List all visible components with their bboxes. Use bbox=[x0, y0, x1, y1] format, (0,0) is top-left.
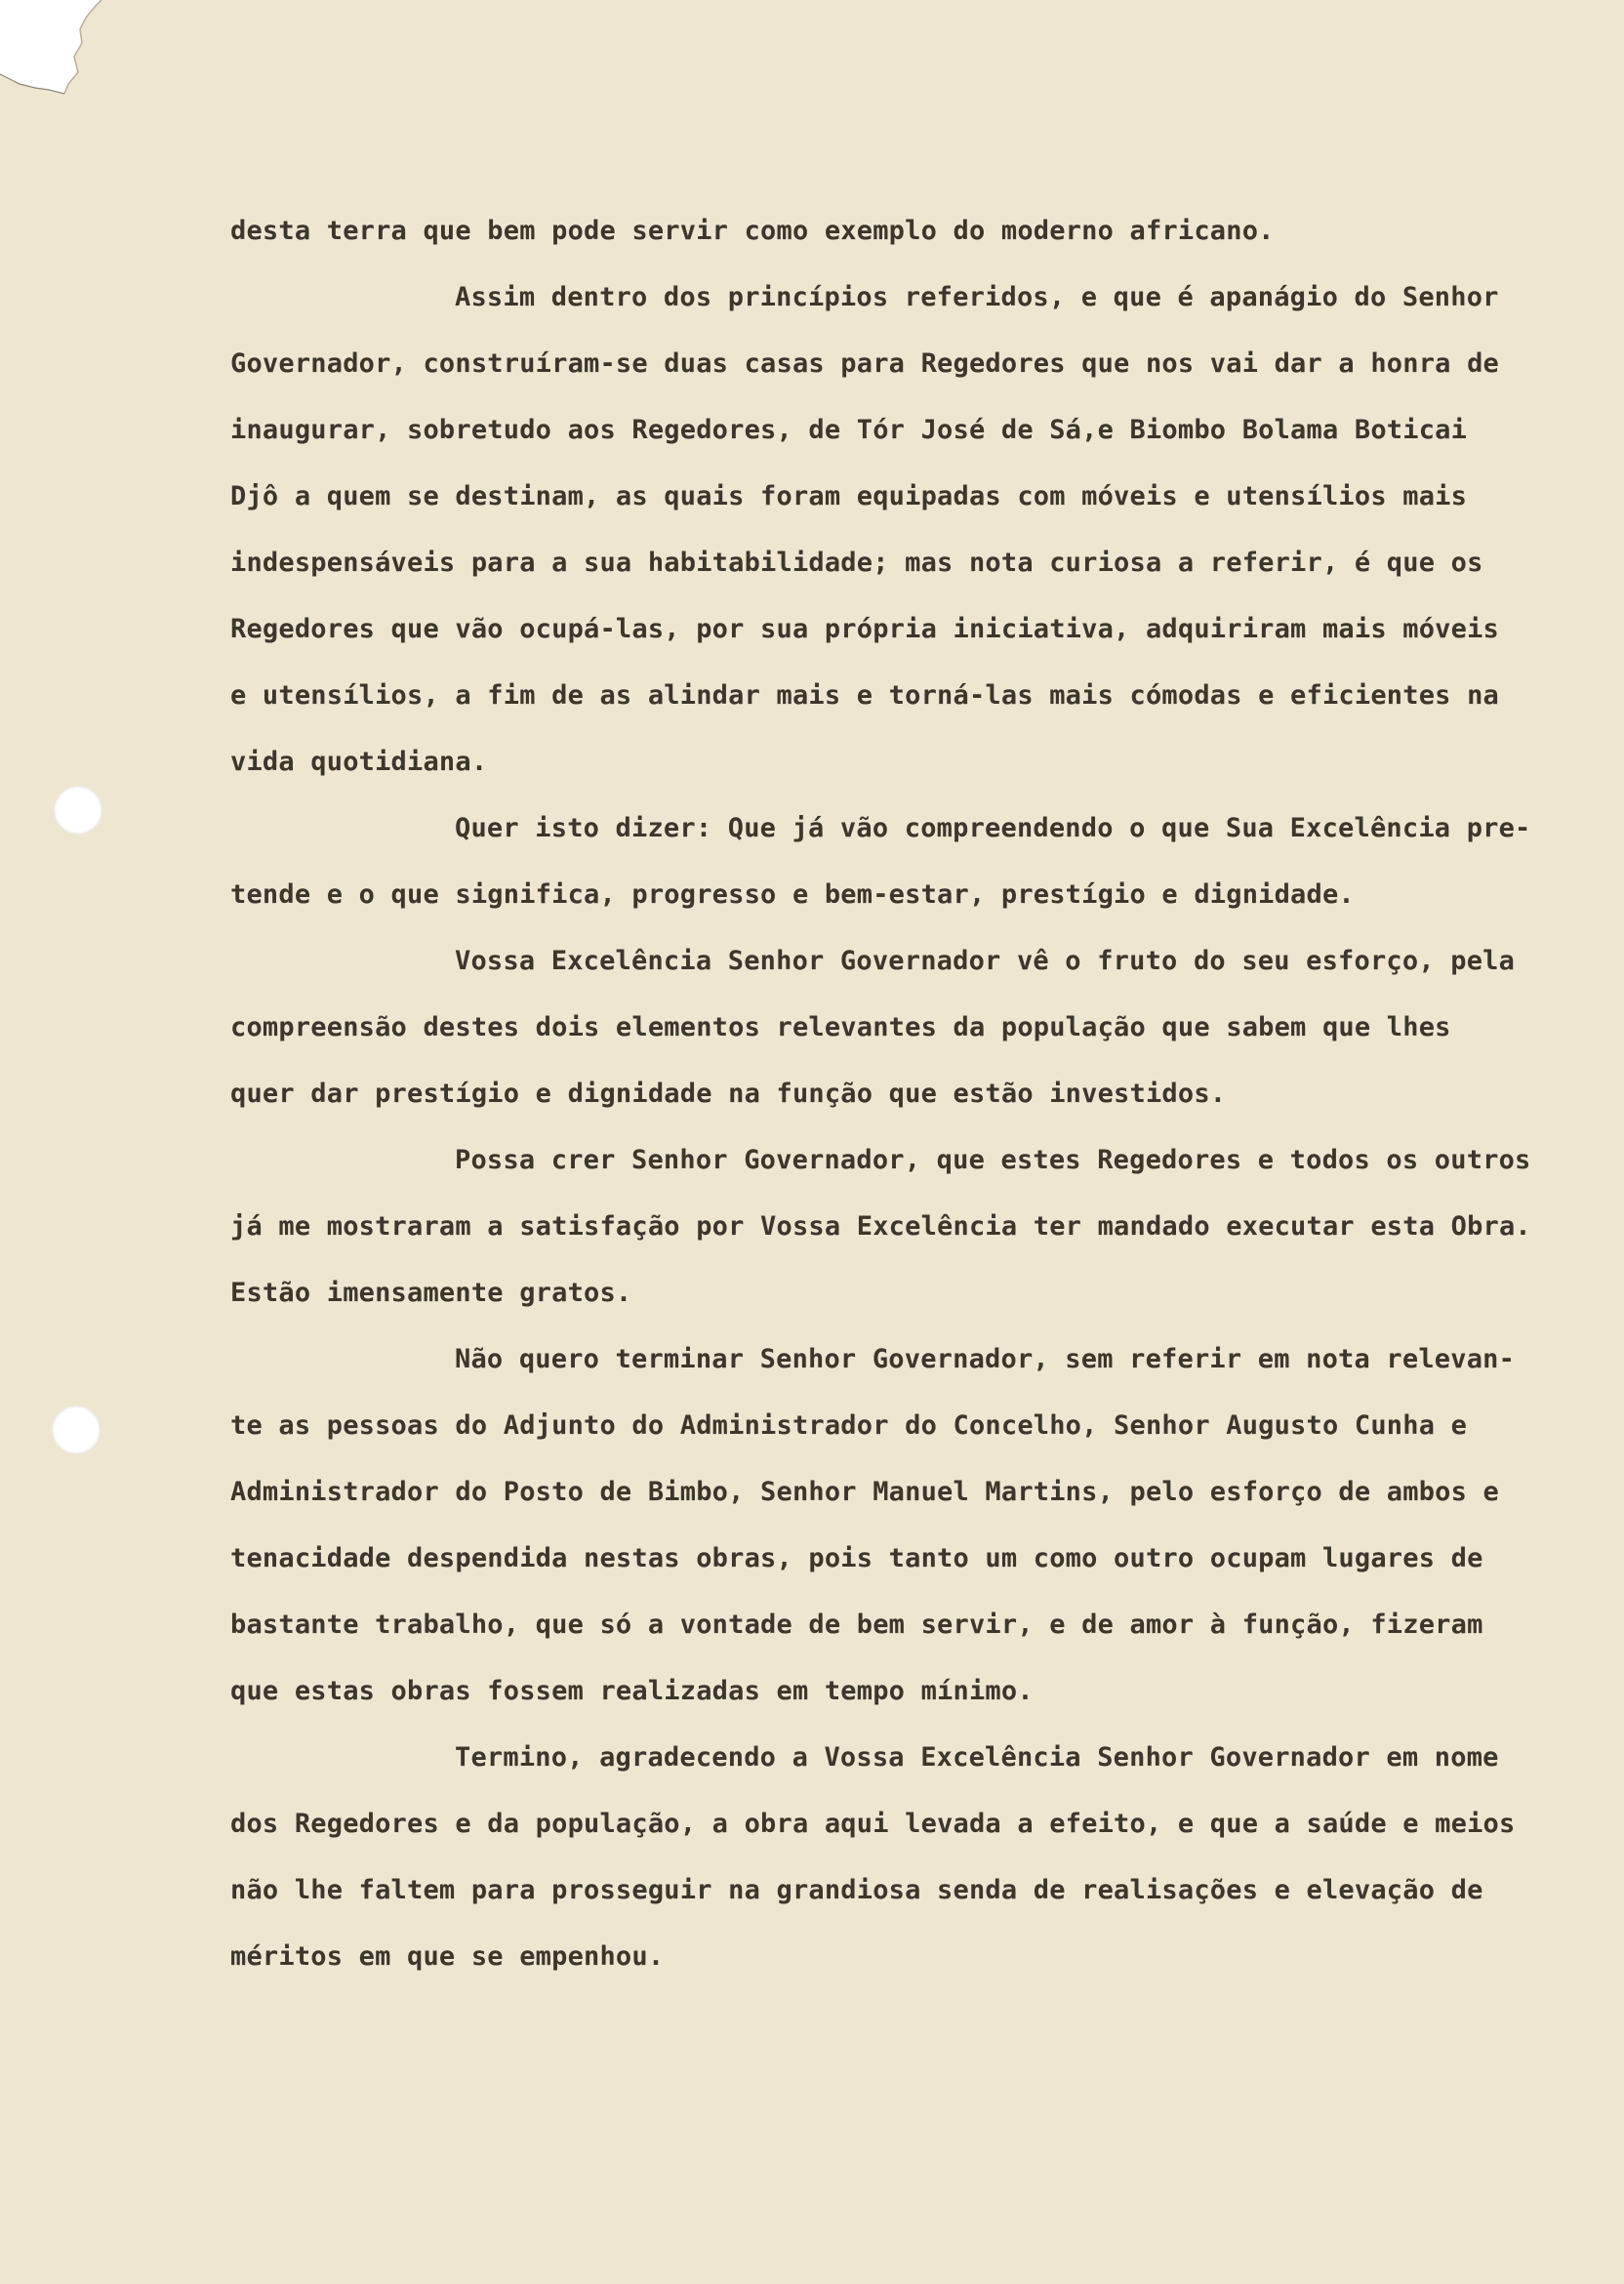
punch-hole-top bbox=[54, 786, 102, 835]
text-line: Governador, construíram-se duas casas para Regedores que nos vai dar a honra de bbox=[230, 348, 1499, 379]
text-line: Djô a quem se destinam, as quais foram equipadas com móveis e utensílios mais bbox=[230, 481, 1468, 511]
text-line: bastante trabalho, que só a vontade de bem servir, e de amor à função, fizeram bbox=[230, 1610, 1483, 1640]
text-line: méritos em que se empenhou. bbox=[230, 1941, 665, 1972]
text-line: compreensão destes dois elementos relevantes da população que sabem que lhes bbox=[230, 1012, 1451, 1042]
text-line: Possa crer Senhor Governador, que estes Regedores e todos os outros bbox=[455, 1145, 1531, 1175]
text-line: tenacidade despendida nestas obras, pois tanto um como outro ocupam lugares de bbox=[230, 1543, 1483, 1573]
text-line: Termino, agradecendo a Vossa Excelência Senhor Governador em nome bbox=[455, 1742, 1499, 1773]
text-line: desta terra que bem pode servir como exemplo do moderno africano. bbox=[230, 216, 1275, 246]
torn-corner bbox=[0, 0, 107, 98]
text-line: Vossa Excelência Senhor Governador vê o fruto do seu esforço, pela bbox=[455, 946, 1516, 976]
text-line: Assim dentro dos princípios referidos, e que é apanágio do Senhor bbox=[455, 282, 1499, 312]
text-line: e utensílios, a fim de as alindar mais e torná-las mais cómodas e eficientes na bbox=[230, 680, 1499, 711]
text-line: Estão imensamente gratos. bbox=[230, 1278, 632, 1308]
text-line: dos Regedores e da população, a obra aqui levada a efeito, e que a saúde e meios bbox=[230, 1809, 1516, 1839]
punch-hole-bottom bbox=[52, 1406, 101, 1454]
text-line: Não quero terminar Senhor Governador, sem referir em nota relevan- bbox=[455, 1344, 1516, 1374]
typed-letter-body bbox=[230, 207, 1616, 1999]
text-line: vida quotidiana. bbox=[230, 747, 488, 777]
text-line: não lhe faltem para prosseguir na grandiosa senda de realisações e elevação de bbox=[230, 1875, 1483, 1905]
text-line: já me mostraram a satisfação por Vossa Excelência ter mandado executar esta Obra. bbox=[230, 1211, 1531, 1242]
text-line: inaugurar, sobretudo aos Regedores, de Tór José de Sá,e Biombo Bolama Boticai bbox=[230, 415, 1468, 445]
text-line: indespensáveis para a sua habitabilidade; mas nota curiosa a referir, é que os bbox=[230, 548, 1483, 578]
text-line: Quer isto dizer: Que já vão compreendendo o que Sua Excelência pre- bbox=[455, 813, 1531, 843]
text-line: te as pessoas do Adjunto do Administrador do Concelho, Senhor Augusto Cunha e bbox=[230, 1410, 1468, 1441]
text-line: Administrador do Posto de Bimbo, Senhor Manuel Martins, pelo esforço de ambos e bbox=[230, 1477, 1499, 1507]
text-line: que estas obras fossem realizadas em tempo mínimo. bbox=[230, 1676, 1034, 1706]
text-line: tende e o que significa, progresso e bem-estar, prestígio e dignidade. bbox=[230, 879, 1355, 910]
text-line: Regedores que vão ocupá-las, por sua própria iniciativa, adquiriram mais móveis bbox=[230, 614, 1499, 644]
text-line: quer dar prestígio e dignidade na função que estão investidos. bbox=[230, 1079, 1227, 1109]
